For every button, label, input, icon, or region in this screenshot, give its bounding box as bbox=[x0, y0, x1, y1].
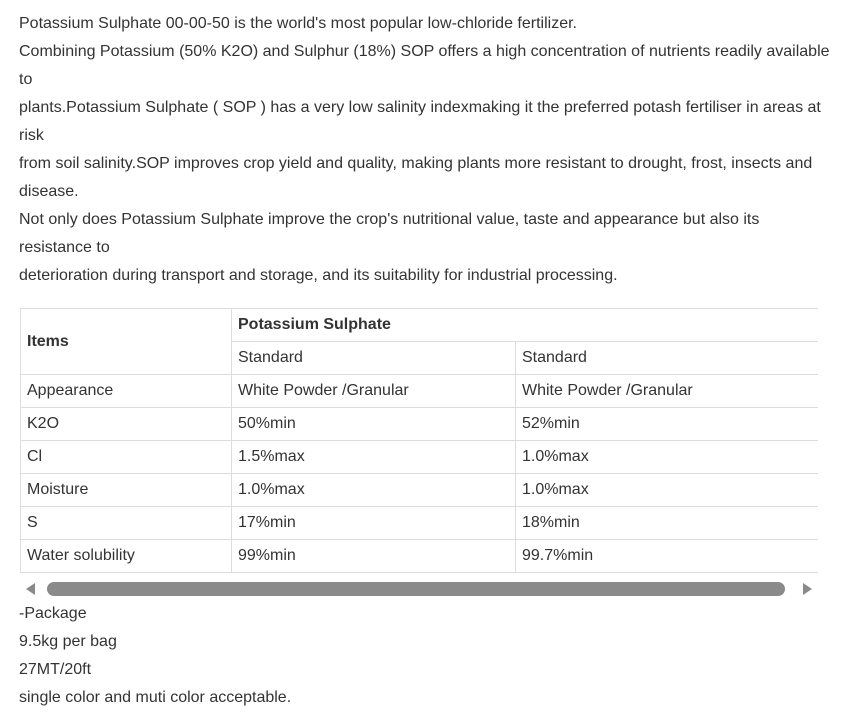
package-line: 9.5kg per bag bbox=[19, 633, 117, 650]
value-cell: 18%min bbox=[516, 507, 819, 540]
intro-line: Combining Potassium (50% K2O) and Sulphur (18%) SOP offers a high concentration of nutrients readily available bbox=[19, 43, 830, 60]
intro-line: plants.Potassium Sulphate ( SOP ) has a very low salinity indexmaking it the preferred potash fertiliser in areas at bbox=[19, 99, 821, 116]
standard-header: Standard bbox=[232, 342, 516, 375]
scroll-left-arrow-icon[interactable] bbox=[26, 583, 35, 595]
intro-line: resistance to bbox=[19, 239, 110, 256]
spec-table bbox=[20, 308, 818, 573]
intro-line: Not only does Potassium Sulphate improve the crop's nutritional value, taste and appearance but also its bbox=[19, 211, 760, 228]
value-cell: 1.0%max bbox=[232, 474, 516, 507]
value-cell: White Powder /Granular bbox=[516, 375, 819, 408]
standard-header: Standard bbox=[516, 342, 819, 375]
table-row bbox=[21, 408, 819, 441]
value-cell: 1.0%max bbox=[516, 441, 819, 474]
potassium-sulphate-header: Potassium Sulphate bbox=[232, 309, 819, 342]
value-cell: 1.5%max bbox=[232, 441, 516, 474]
value-cell: 99.7%min bbox=[516, 540, 819, 573]
items-header: Items bbox=[21, 309, 232, 375]
intro-line: disease. bbox=[19, 183, 79, 200]
spec-table-container[interactable] bbox=[20, 308, 818, 578]
value-cell: 17%min bbox=[232, 507, 516, 540]
value-cell: White Powder /Granular bbox=[232, 375, 516, 408]
horizontal-scrollbar[interactable] bbox=[20, 580, 818, 598]
item-cell: K2O bbox=[21, 408, 232, 441]
intro-line: risk bbox=[19, 127, 44, 144]
package-info bbox=[19, 600, 291, 712]
table-row bbox=[21, 441, 819, 474]
value-cell: 1.0%max bbox=[516, 474, 819, 507]
item-cell: Cl bbox=[21, 441, 232, 474]
table-header-row bbox=[21, 309, 819, 342]
table-row bbox=[21, 375, 819, 408]
value-cell: 99%min bbox=[232, 540, 516, 573]
item-cell: Moisture bbox=[21, 474, 232, 507]
table-row bbox=[21, 540, 819, 573]
package-line: -Package bbox=[19, 605, 87, 622]
scrollbar-thumb[interactable] bbox=[47, 582, 785, 596]
intro-line: from soil salinity.SOP improves crop yield and quality, making plants more resistant to drought, frost, insects and bbox=[19, 155, 813, 172]
value-cell: 52%min bbox=[516, 408, 819, 441]
scroll-right-arrow-icon[interactable] bbox=[803, 583, 812, 595]
item-cell: S bbox=[21, 507, 232, 540]
table-row bbox=[21, 474, 819, 507]
intro-line: deterioration during transport and storage, and its suitability for industrial processing. bbox=[19, 267, 618, 284]
package-line: 27MT/20ft bbox=[19, 661, 92, 678]
intro-text bbox=[19, 10, 831, 290]
item-cell: Water solubility bbox=[21, 540, 232, 573]
table-row bbox=[21, 507, 819, 540]
intro-line: Potassium Sulphate 00-00-50 is the world's most popular low-chloride fertilizer. bbox=[19, 15, 577, 32]
item-cell: Appearance bbox=[21, 375, 232, 408]
intro-line: to bbox=[19, 71, 33, 88]
package-line: single color and muti color acceptable. bbox=[19, 689, 292, 706]
value-cell: 50%min bbox=[232, 408, 516, 441]
